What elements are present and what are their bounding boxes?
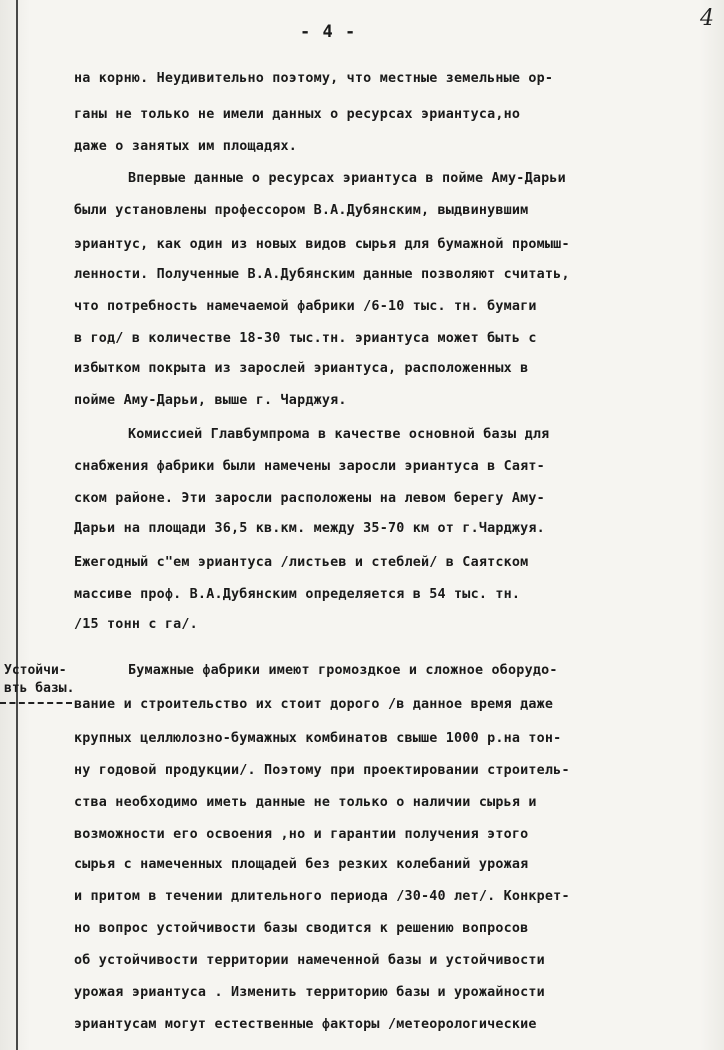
text-line: в год/ в количестве 18-30 тыс.тн. эриантуса может быть с [74,331,537,346]
handwritten-page-mark: 4 [700,6,714,31]
text-line: об устойчивости территории намеченной базы и устойчивости [74,953,545,968]
text-line: эриантус, как один из новых видов сырья для бумажной промыш- [74,237,570,252]
text-line: и притом в течении длительного периода /30-40 лет/. Конкрет- [74,889,570,904]
margin-note-line2: вть базы. [4,681,75,696]
text-line: Ежегодный с"ем эриантуса /листьев и стеблей/ в Саятском [74,555,529,570]
margin-dash-rule [0,702,72,704]
text-line: снабжения фабрики были намечены заросли эриантуса в Саят- [74,459,545,474]
text-line: вание и строительство их стоит дорого /в данное время даже [74,697,554,712]
text-line: /15 тонн с га/. [74,617,198,632]
text-line: Дарьи на площади 36,5 кв.км. между 35-70 км от г.Чарджуя. [74,521,545,536]
text-line: Впервые данные о ресурсах эриантуса в пойме Аму-Дарьи [128,171,566,186]
margin-note-line1: Устойчи- [4,663,67,678]
page-edge-line [16,0,18,1050]
page-number: - 4 - [300,22,357,42]
text-line: эриантусам могут естественные факторы /метеорологические [74,1017,537,1032]
text-line: ленности. Полученные В.А.Дубянским данные позволяют считать, [74,267,570,282]
text-line: были установлены профессором В.А.Дубянским, выдвинувшим [74,203,529,218]
text-line: сырья с намеченных площадей без резких колебаний урожая [74,857,529,872]
text-line: крупных целлюлозно-бумажных комбинатов свыше 1000 р.на тон- [74,731,562,746]
text-line: что потребность намечаемой фабрики /6-10 тыс. тн. бумаги [74,299,537,314]
text-line: ганы не только не имели данных о ресурсах эриантуса,но [74,107,521,122]
text-line: Комиссией Главбумпрома в качестве основной базы для [128,427,550,442]
text-line: массиве проф. В.А.Дубянским определяется в 54 тыс. тн. [74,587,521,602]
text-line: на корню. Неудивительно поэтому, что местные земельные ор- [74,71,554,86]
text-line: но вопрос устойчивости базы сводится к решению вопросов [74,921,529,936]
text-line: возможности его освоения ,но и гарантии получения этого [74,827,529,842]
text-line: урожая эриантуса . Изменить территорию базы и урожайности [74,985,545,1000]
text-line: Бумажные фабрики имеют громоздкое и сложное оборудо- [128,663,558,678]
text-line: ском районе. Эти заросли расположены на левом берегу Аму- [74,491,545,506]
text-line: даже о занятых им площадях. [74,139,298,154]
text-line: избытком покрыта из зарослей эриантуса, расположенных в [74,361,529,376]
text-line: ну годовой продукции/. Поэтому при проектировании строитель- [74,763,570,778]
text-line: ства необходимо иметь данные не только о наличии сырья и [74,795,537,810]
text-line: пойме Аму-Дарьи, выше г. Чарджуя. [74,393,347,408]
